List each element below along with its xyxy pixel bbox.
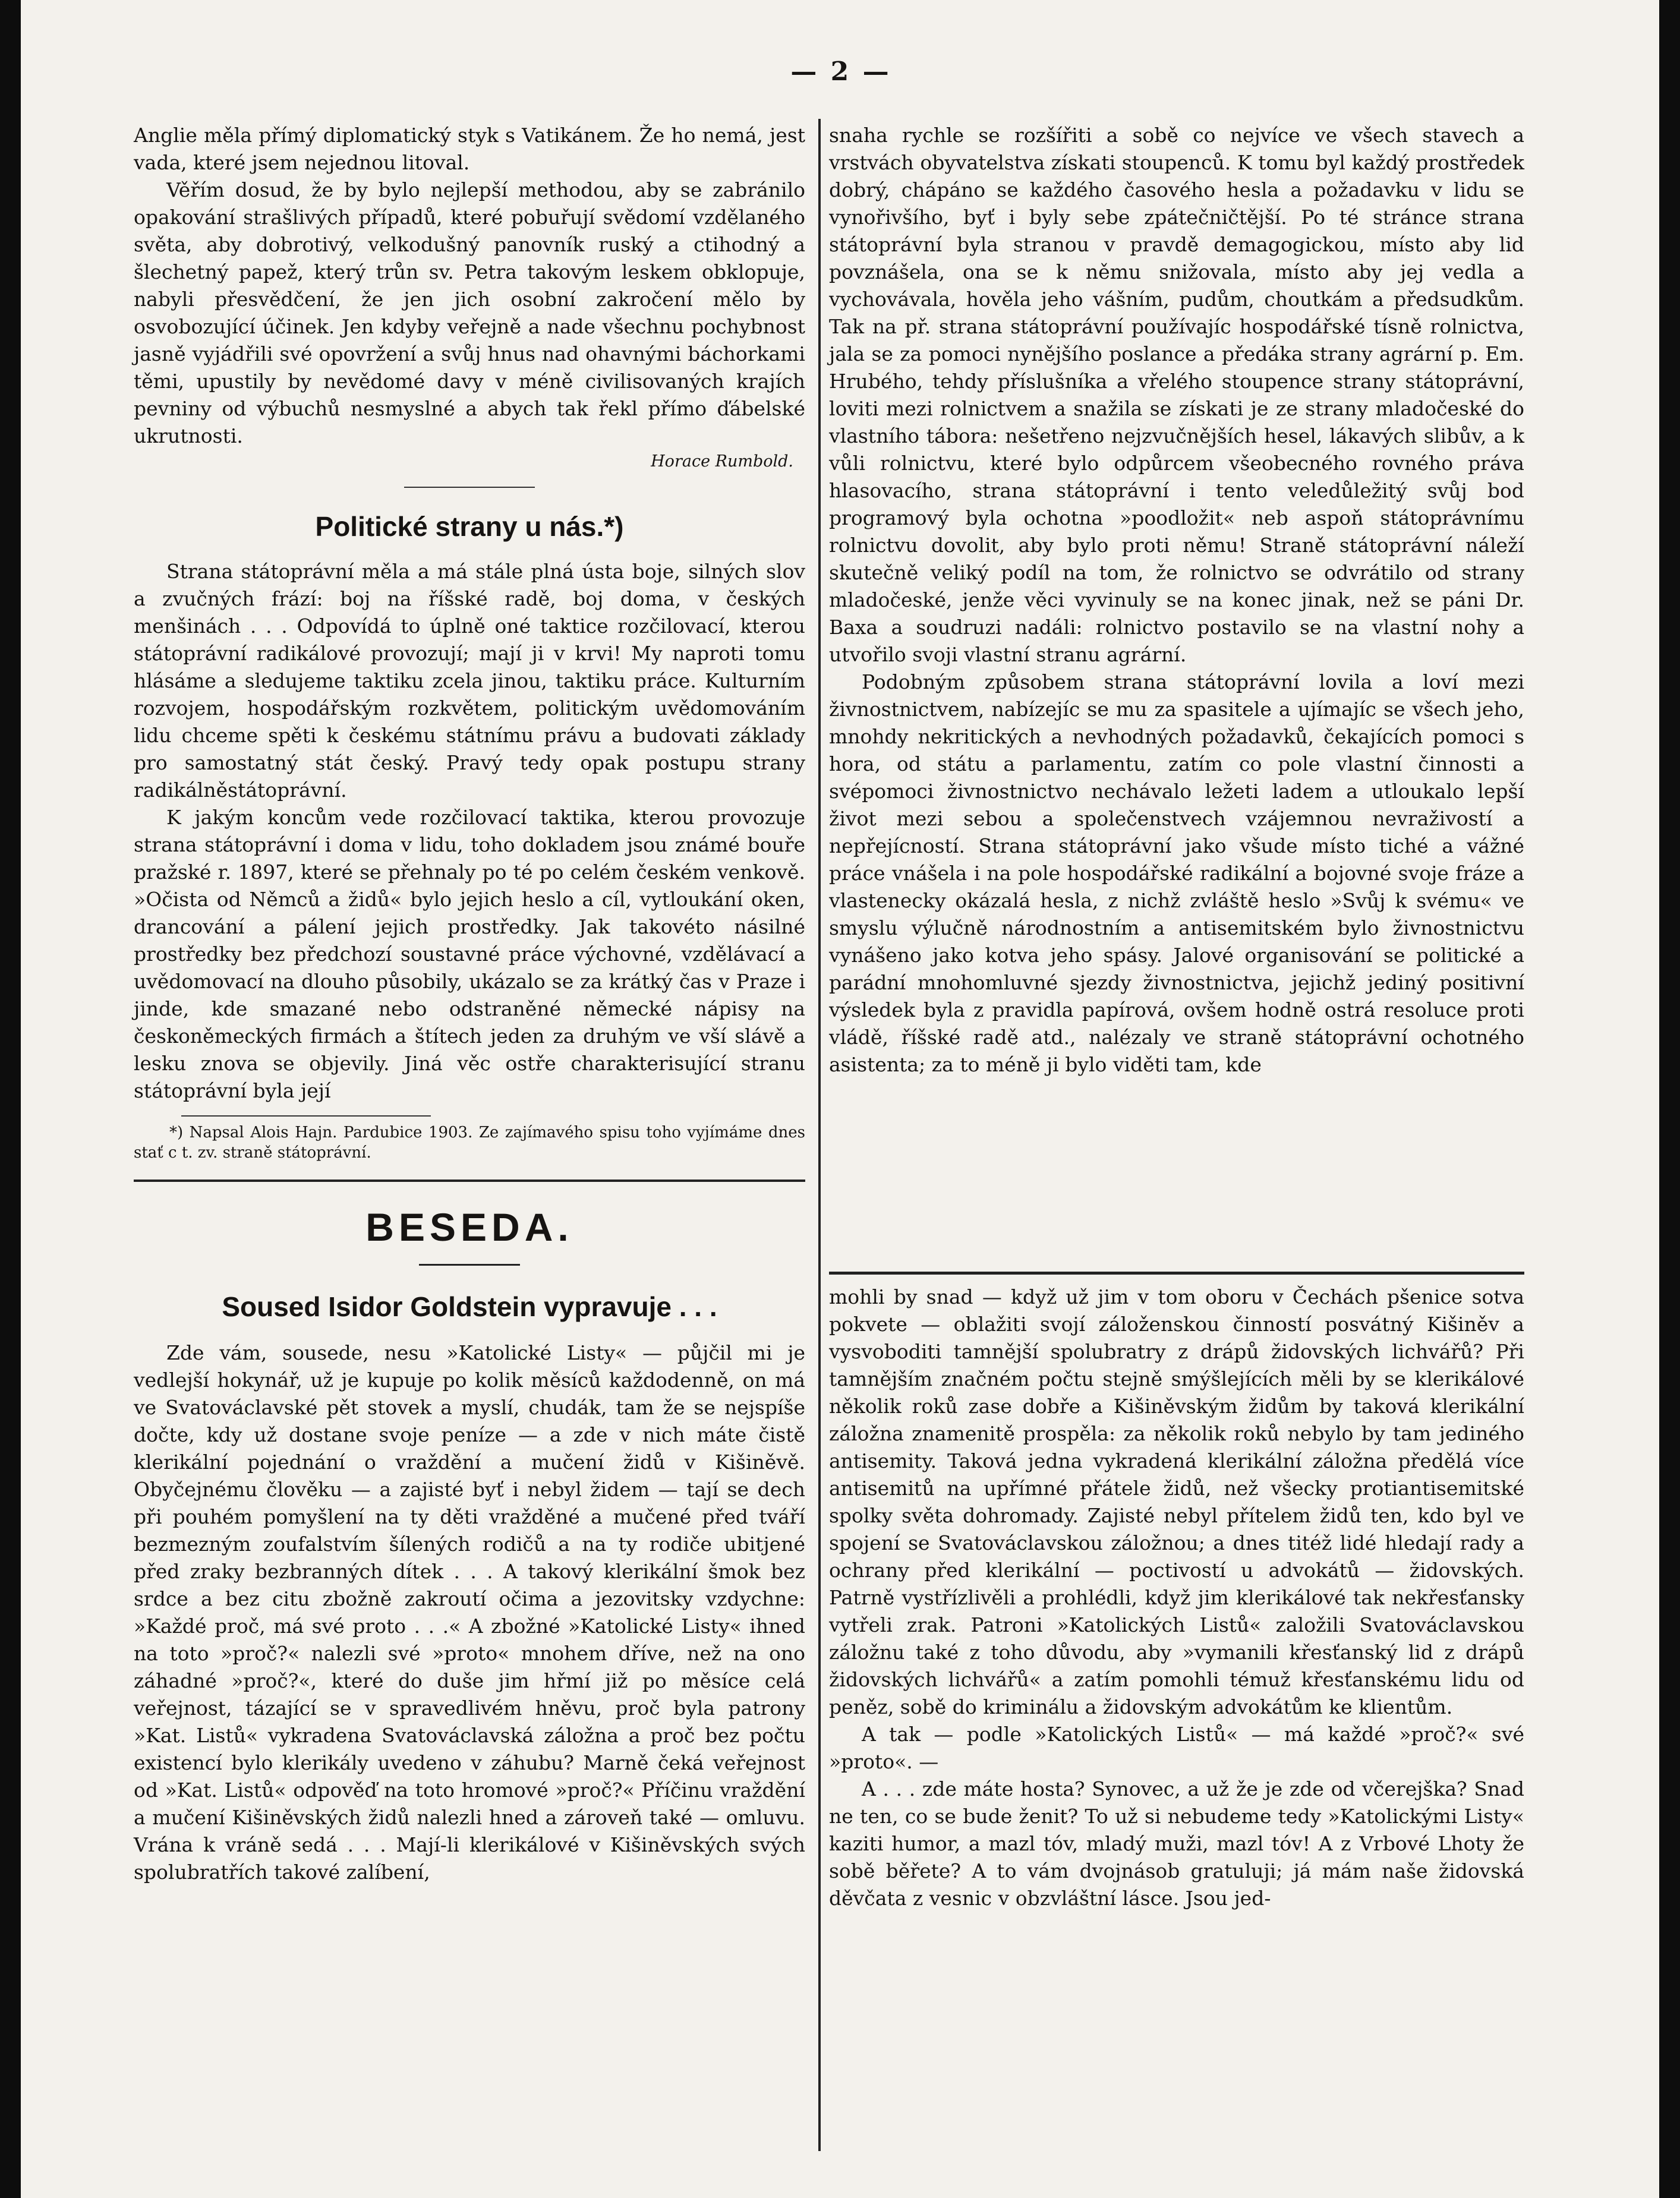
politics-paragraph: Strana státoprávní měla a má stále plná ústa boje, silných slov a zvučných frází: boj na říšské radě, boj doma, v českých menšinách . . . Odpovídá to úplně oné taktice rozčilovací, kterou státoprávní radikálové provozují; mají ji v krvi! My naproti tomu hlásáme a sledujeme taktiku zcela jinou, taktiku práce. Kulturním rozvojem, hospodářským rozkvětem, politickým uvědomováním lidu chceme spěti k českému státnímu právu a budovati základy pro samostatný stát český. Pravý tedy opak postupu strany radikálněstátoprávní. [134, 560, 805, 802]
story-continued-paragraph: mohli by snad — když už jim v tom oboru v Čechách pšenice sotva pokvete — oblažiti svojí záloženskou činností posvátný Kišiněv a vysvoboditi tamnější spolubratry z drápů židovských lichvářů? Při tamnějším značném počtu stejně smýšlejících měli by se klerikálové několik roků zase dobře a Kišiněvským židům by taková klerikální záložna znamenitě prospěla: za několik roků nebylo by tam jediného antisemity. Taková jedna vykradená klerikální záložna předělá více antisemitů na upřímné přátele židů, než všecky protiantisemitské spolky světa dohromady. Zajisté nebyl přítelem židů ten, kdo byl ve spojení se Svatováclavskou záložnou; a dnes titéž lidé hledají rady a ochrany před klerikální — poctivostí u advokátů — židovských. Patrně vystřízlivěli a prohlédli, když jim klerikálové tak nekřesťansky vytřeli zrak. Patroni »Katolických Listů« založili Svatováclavskou záložnu také z toho důvodu, aby »vymanili křesťanský lid z drápů židovských lichvářů« a zatím pomohli témuž křesťanskému lidu od peněz, sobě do kriminálu a židovským advokátům ke klientům. [829, 1285, 1524, 1718]
politics-continued-paragraph: Podobným způsobem strana státoprávní lovila a loví mezi živnostnictvem, nabízejíc se mu za spasitele a ujímajíc se všech jeho, mnohdy nekritických a nevhodných požadavků, čekajících pomoci s hora, od státu a parlamentu, zatím co pole vlastní činnosti a svépomoci živnostnictvo nechávalo ležeti ladem a utloukalo lepší život mezi sebou a společenstvech vzájemnou nevraživostí a nepřejícností. Strana státoprávní jako všude místo tiché a vážné práce vnášela i na pole hospodářské radikální a bojovné svoje fráze a vlastenecky okázalá hesla, z nichž zvláště heslo »Svůj k svému« ve smyslu výlučně národnostním a antisemitském bylo živnostnictvu vynášeno jako kotva jeho spásy. Jalové organisování se politické a parádní mnohomluvné sjezdy živnostnictva, jejichž jediný positivní výsledek byla z pravidla papírová, ovšem hodně ostrá resoluce proti vládě, říšské radě atd., nalézaly ve straně státoprávní ochotného asistenta; za to méně ji bylo viděti tam, kde [829, 670, 1524, 1076]
beseda-heading: BESEDA. [365, 1205, 573, 1249]
scan-border-right [1659, 0, 1680, 2198]
beseda-top-rule [134, 1180, 805, 1182]
story-continued-paragraph: A . . . zde máte hosta? Synovec, a už že je zde od včerejška? Snad ne ten, co se bude ženit? To už si nebudeme tedy »Katolickými Listy« kaziti humor, a mazl tóv, mladý muži, mazl tóv! A z Vrbové Lhoty že sobě běřete? A to vám dvojnásob gratuluji; já mám naše židovská děvčata z vesnic v obzvláštní lásce. Jsou jed- [829, 1777, 1524, 1910]
politics-paragraph: K jakým koncům vede rozčilovací taktika, kterou provozuje strana státoprávní i doma v lidu, toho dokladem jsou známé bouře pražské r. 1897, které se přehnaly po té po celém českém venkově. »Očista od Němců a židů« bylo jejich heslo a cíl, vytloukání oken, drancování a pálení jejich prostředky. Jak takovéto násilné prostředky bez předchozí soustavné práce výchovné, vzdělávací a uvědomovací na dlouho působily, ukázalo se za krátký čas v Praze i jinde, kde smazané nebo odstraněné německé nápisy na českoněmeckých firmách a štítech jeden za druhým ve vší slávě a lesku znova se objevily. Jiná věc ostře charakterisující stranu státoprávní byla její [134, 806, 805, 1102]
intro-paragraph: Věřím dosud, že by bylo nejlepší methodou, aby se zabránilo opakování strašlivých případů, které pobuřují svědomí vzdělaného světa, aby dobrotivý, velkodušný panovník ruský a ctihodný a šlechetný papež, který trůn sv. Petra takovým leskem obklopuje, nabyli přesvědčení, že jen jich osobní zakročení mělo by osvobozující účinek. Jen kdyby veřejně a nade všechnu pochybnost jasně vyjádřili své opovržení a svůj hnus nad ohavnými báchorkami těmi, upustily by nevědomé davy v méně civilisovaných krajích pevniny od výbuchů nesmyslné a abych tak řekl přímo ďábelské ukrutnosti. [134, 178, 805, 447]
right-column-top [829, 122, 1524, 1078]
footnote: *) Napsal Alois Hajn. Pardubice 1903. Ze zajímavého spisu toho vyjímáme dnes stať c t. zv. straně státoprávní. [134, 1124, 805, 1162]
left-column [134, 122, 805, 1886]
politics-heading: Politické strany u nás.*) [315, 511, 624, 542]
story-paragraph: Zde vám, sousede, nesu »Katolické Listy« — půjčil mi je vedlejší hokynář, už je kupuje po kolik měsíců každodenně, on má ve Svatováclavské pět stovek a myslí, chudák, tam že se nejspíše dočte, kdy už dostane svoje peníze — a zde v nich máte čistě klerikální pojednání o vraždění a mučení židů v Kišiněvě. Obyčejnému člověku — a zajisté byť i nebyl židem — tají se dech při pouhém pomyšlení na ty děti vražděné a mučené před tváří bezmezným zoufalstvím šílených rodičů a na ty rodiče ubitjené před zraky bezbranných dítek . . . A takový klerikální šmok bez srdce a bez citu zbožně zakroutí očima a jezovitsky vzdychne: »Každé proč, má své proto . . .« A zbožné »Katolické Listy« ihned na toto »proč?« nalezli své »proto« mnohem dříve, než na ono záhadné »proč?«, které do duše jim hřmí již po měsíce celá veřejnost, tázající se v spravedlivém hněvu, proč byla patrony »Kat. Listů« vykradena Svatováclavská záložna a proč bez počtu existencí bylo klerikály uvedeno v záhubu? Marně čeká veřejnost od »Kat. Listů« odpověď na toto hromové »proč?« Příčinu vraždění a mučení Kišiněvských židů nalezli hned a zároveň také — omluvu. Vrána k vráně sedá . . . Mají-li klerikálové v Kišiněvských svých spolubratřích takové zalíbení, [134, 1341, 805, 1884]
section-divider-right [829, 1272, 1524, 1275]
footnote-separator [181, 1115, 431, 1117]
scan-border-left [0, 0, 21, 2198]
story-continued-paragraph: A tak — podle »Katolických Listů« — má každé »proč?« své »proto«. — [829, 1723, 1524, 1773]
article-signature: Horace Rumbold. [651, 452, 793, 471]
right-column-bottom [829, 1284, 1524, 1912]
article-separator [404, 487, 535, 488]
intro-paragraph: Anglie měla přímý diplomatický styk s Vatikánem. Že ho nemá, jest vada, které jsem nejednou litoval. [134, 124, 805, 174]
beseda-underline [419, 1264, 520, 1266]
story-heading: Soused Isidor Goldstein vypravuje . . . [222, 1291, 717, 1322]
page-number: — 2 — [790, 56, 891, 87]
column-divider [818, 119, 821, 2151]
politics-continued-paragraph: snaha rychle se rozšířiti a sobě co nejvíce ve všech stavech a vrstvách obyvatelstva získati stoupenců. K tomu byl každý prostředek dobrý, chápáno se každého časového hesla a požadavku v lidu se vynořivšího, byť i byly sebe zpátečničtější. Po té stránce strana státoprávní byla stranou v pravdě demagogickou, místo aby lid povznášela, ona se k němu snižovala, místo aby jej vedla a vychovávala, hověla jeho vášním, pudům, choutkám a předsudkům. Tak na př. strana státoprávní používajíc hospodářské tísně rolnictva, jala se za pomoci nynějšího poslance a předáka strany agrární p. Em. Hrubého, tehdy příslušníka a vřelého stoupence strany státoprávní, loviti mezi rolnictvem a snažila se získati je ze strany mladočeské do vlastního tábora: nešetřeno nejzvučnějších hesel, lákavých slibův, a k vůli rolnictvu, které bylo odpůrcem všeobecného rovného práva hlasovacího, strana státoprávní i tento veledůležitý svůj bod programový byla ochotna »poodložit« neb aspoň státoprávnímu rolnictvu dovolit, aby bylo proti němu! Straně státoprávní náleží skutečně veliký podíl na tom, že rolnictvo se odvrátilo od strany mladočeské, jenže věci vyvinuly se na konec jinak, než se páni Dr. Baxa a soudruzi nadáli: rolnictvo postavilo se na vlastní nohy a utvořilo svoji vlastní stranu agrární. [829, 124, 1524, 666]
